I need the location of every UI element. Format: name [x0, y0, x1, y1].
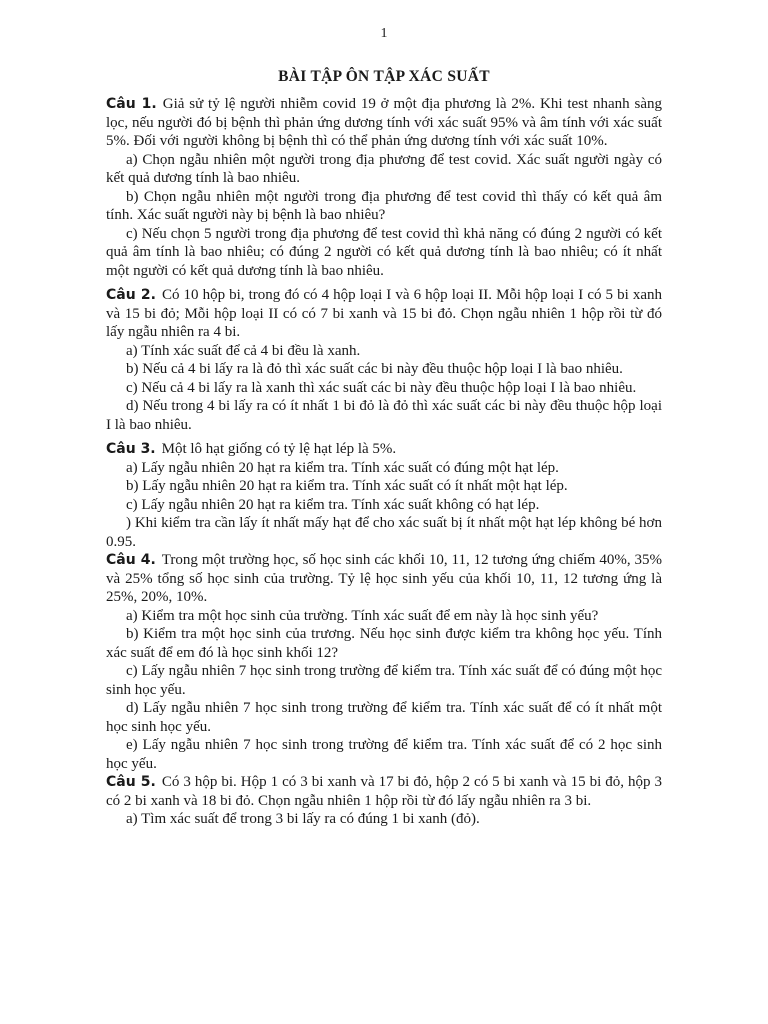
- question-1-stem: [106, 95, 662, 151]
- question-1-text: Giả sử tỷ lệ người nhiễm covid 19 ở một địa phương là 2%. Khi test nhanh sàng lọc, nếu người đó bị bệnh thì phản ứng dương tính với xác suất 95% và âm tính với xác suất 5%. Đối với người không bị bệnh thì có thể phản ứng dương tính với xác suất 10%.: [106, 96, 663, 149]
- question-1-label: Câu 1.: [106, 96, 157, 112]
- question-4-label: Câu 4.: [106, 552, 156, 568]
- question-2: [106, 286, 662, 434]
- question-5-stem: [106, 773, 662, 810]
- question-3-item-c: c) Lấy ngẫu nhiên 20 hạt ra kiểm tra. Tính xác suất không có hạt lép.: [126, 496, 540, 513]
- document-page: [106, 22, 662, 829]
- question-1-item-c: c) Nếu chọn 5 người trong địa phương để test covid thì khả năng có đúng 2 người có kết quả âm tính là bao nhiêu; có đúng 2 người có kết quả dương tính là bao nhiêu; có ít nhất một người có kết quả dương tính là bao nhiêu.: [106, 225, 662, 279]
- question-2-label: Câu 2.: [106, 287, 156, 303]
- question-1: [106, 95, 662, 280]
- question-3-item-a: a) Lấy ngẫu nhiên 20 hạt ra kiểm tra. Tính xác suất có đúng một hạt lép.: [126, 459, 559, 476]
- question-3-item-b: b) Lấy ngẫu nhiên 20 hạt ra kiểm tra. Tính xác suất có ít nhất một hạt lép.: [126, 478, 568, 494]
- question-1-item-a: a) Chọn ngẫu nhiên một người trong địa phương để test covid. Xác suất người ngày có kết quả dương tính là bao nhiêu.: [106, 151, 662, 186]
- question-2-item-d: d) Nếu trong 4 bi lấy ra có ít nhất 1 bi đỏ là đỏ thì xác suất các bi này đều thuộc hộp loại I là bao nhiêu.: [106, 398, 662, 433]
- question-3-stem: [106, 440, 662, 459]
- document-title: BÀI TẬP ÔN TẬP XÁC SUẤT: [278, 68, 490, 85]
- question-5-item-a: a) Tìm xác suất để trong 3 bi lấy ra có đúng 1 bi xanh (đỏ).: [126, 811, 480, 827]
- question-4-stem: [106, 551, 662, 607]
- question-5-label: Câu 5.: [106, 774, 156, 790]
- question-4-text: Trong một trường học, số học sinh các khối 10, 11, 12 tương ứng chiếm 40%, 35% và 25% tổng số học sinh của trường. Tỷ lệ học sinh yếu của khối 10, 11, 12 tương ứng là 25%, 20%, 10%.: [106, 552, 662, 605]
- question-4: [106, 551, 662, 773]
- question-2-item-c: c) Nếu cả 4 bi lấy ra là xanh thì xác suất các bi này đều thuộc hộp loại I là bao nhiêu.: [126, 379, 637, 396]
- page-number: 1: [380, 26, 388, 41]
- question-4-item-e: e) Lấy ngẫu nhiên 7 học sinh trong trường để kiểm tra. Tính xác suất để có 2 học sinh học yếu.: [106, 737, 662, 772]
- question-3-text: Một lô hạt giống có tỷ lệ hạt lép là 5%.: [161, 441, 397, 457]
- question-3-item-d: ) Khi kiểm tra cần lấy ít nhất mấy hạt để cho xác suất bị ít nhất một hạt lép không bé hơn 0.95.: [106, 515, 662, 550]
- question-1-item-b: b) Chọn ngẫu nhiên một người trong địa phương để test covid thì thấy có kết quả âm tính. Xác suất người này bị bệnh là bao nhiêu?: [106, 188, 662, 223]
- question-4-item-a: a) Kiểm tra một học sinh của trường. Tính xác suất để em này là học sinh yếu?: [126, 607, 599, 624]
- question-2-item-a: a) Tính xác suất để cả 4 bi đều là xanh.: [126, 342, 361, 359]
- question-3-label: Câu 3.: [106, 441, 156, 457]
- question-2-item-b: b) Nếu cả 4 bi lấy ra là đỏ thì xác suất các bi này đều thuộc hộp loại I là bao nhiêu.: [126, 361, 623, 377]
- question-5: [106, 773, 662, 829]
- question-4-item-d: d) Lấy ngẫu nhiên 7 học sinh trong trường để kiểm tra. Tính xác suất để có ít nhất một học sinh học yếu.: [106, 700, 662, 735]
- question-5-text: Có 3 hộp bi. Hộp 1 có 3 bi xanh và 17 bi đỏ, hộp 2 có 5 bi xanh và 15 bi đỏ, hộp 3 có 2 bi xanh và 18 bi đỏ. Chọn ngẫu nhiên 1 hộp rồi từ đó lấy ngẫu nhiên ra 3 bi.: [106, 774, 663, 809]
- question-3: [106, 440, 662, 551]
- question-4-item-b: b) Kiểm tra một học sinh của trương. Nếu học sinh được kiểm tra không học yếu. Tính xác suất để em đó là học sinh khối 12?: [106, 626, 662, 661]
- question-2-stem: [106, 286, 662, 342]
- question-4-item-c: c) Lấy ngẫu nhiên 7 học sinh trong trường để kiểm tra. Tính xác suất để có đúng một học sinh học yếu.: [106, 663, 662, 698]
- question-2-text: Có 10 hộp bi, trong đó có 4 hộp loại I và 6 hộp loại II. Mỗi hộp loại I có 5 bi xanh và 15 bi đỏ; Mỗi hộp loại II có có 7 bi xanh và 15 bi đỏ. Chọn ngẫu nhiên 1 hộp rồi từ đó lấy ngẫu nhiên ra 4 bi.: [106, 287, 662, 340]
